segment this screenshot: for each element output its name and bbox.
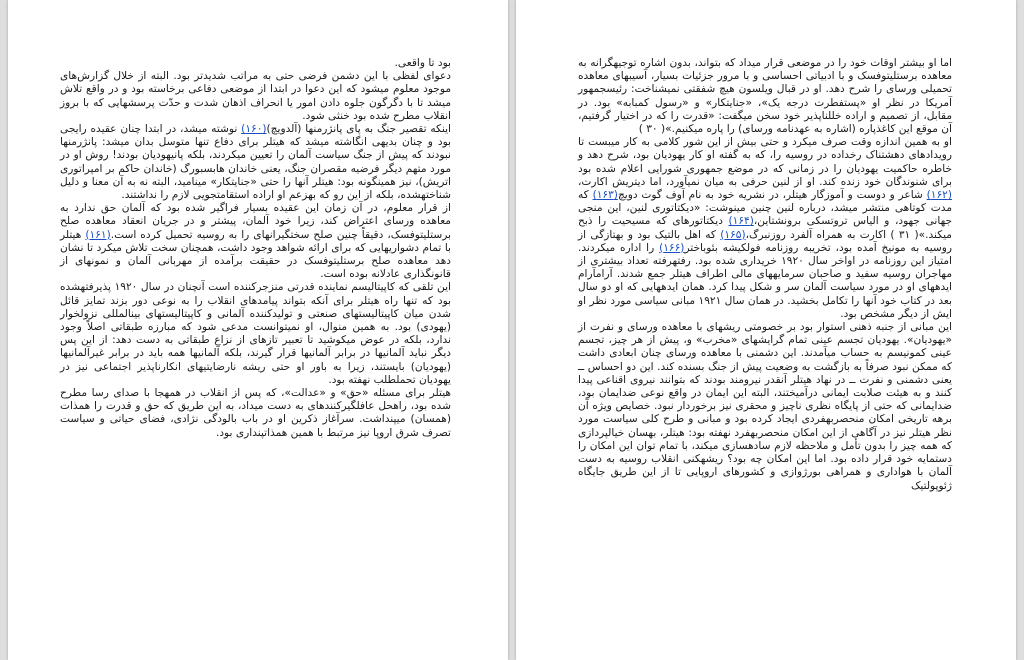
paragraph-text: دعوای لفظی با این دشمن فرضی حتی به مراتب شدیدتر بود. البته از خلال گزارش‌های موجود معلوم میشود که این دعوا در ابتدا از موضعی دفاعی برخاسته بود و در واقع تلاش میشد تا با دگرگون جلوه دادن امور یا انحراف اذهان شدت و حدّت پرسشهایی که با بروز انقلاب مطرح شده بود خنثی شود. xyxy=(60,70,451,122)
paragraph-text: اینکه تقصیر جنگ به پای پانژرمنها (آلدویچ) xyxy=(266,123,451,136)
paragraph-text: بود تا واقعی. xyxy=(394,57,451,69)
left-page xyxy=(8,0,508,660)
paragraph xyxy=(578,321,952,493)
paragraph-text: این مبانی از جنبه ذهنی استوار بود بر خصومتی ریشهای با معاهده ورسای و نفرت از «یهودیان». یهودیان تجسم عینی تمام گرایشهای «مخرب» و، پیش از هر چیز، تجسم عینی کمونیسم به حساب میآمدند. این دشمنی با معاهده ورسای چنان ابعادی داشت که ممکن نبود صرفاً به بازگشت به وضعیت پیش از جنگ بسنده کند. این دو احساس ــ یعنی دشمنی و نفرت ــ در نهاد هیتلر آنقدر نیرومند بودند که بتوانند نیروی اقناعی پیدا کنند و به هیئت صلابت ایمانی درآمیختند، البته این ایمان در واقع نوعی ضدایمان بود، ضدایمانی که حتی از پایگاه نظری ناچیز و محقری نیز برخوردار نبود. خصایص ویژه آن برهه تاریخی امکان منحصربهفردی ایجاد کرده بود و مبانی و طرح کلی سیاست مورد نظر هیتلر نیز در آگاهی از این امکان منحصربهفرد نهفته بود: هیتلر، بهسان خیالپردازی که همه چیز را بدون تأمل و ملاحظه لازم سادهسازی میکند، با تمام توان این امکان را دستمایه خود قرار داده بود. اما این امکان چه بود؟ ریشهکنی انقلاب روسیه به دست آلمان با هواداری و همراهی بورژوازی و کشورهای اروپایی تا از این طریق جایگاه ژئوپولتیک xyxy=(578,321,952,492)
paragraph-text: این تلقی که کاپیتالیسم نماینده قدرتی منزجرکننده است آنچنان در سال ۱۹۲۰ پذیرفتهشده بود که تنها راه هیتلر برای آنکه بتواند پیامدهای انقلاب را به نوعی دور بزند تمایز قائل شدن میان کاپیتالیستهای صنعتی و تولیدکننده آلمانی و کاپیتالیستهای بینالمللی نزولخوار (یهودی) بود. به همین منوال، او نمیتوانست مدعی شود که مبارزه طبقاتی اصلاً وجود ندارد، بلکه در عوض میکوشید تا تعبیر تازهای از نزاع طبقاتی به دست دهد: از این پس دیگر نباید آلمانیها در برابر آلمانیها قرار گیرند، بلکه آلمانیها همه باید در برابر غیرآلمانیها (یهودیان) بایستند، زیرا به باور او حتی ریشه نارضایتیهای انکارناپذیر اجتماعی نیز در یهودیان تحملطلب نهفته بود. xyxy=(60,281,451,386)
paragraph-text: را اداره میکردند. امتیاز این روزنامه در اواخر سال ۱۹۲۰ خریداری شده بود. رفتهرفته تعداد بیشتری از مهاجران روسیه سفید و صاحبان سرمایههای مالی اطراف هیتلر جمع شدند. آرامآرام ایدههای او در مورد سیاست آلمان سر و شکل پیدا کرد. همان ایدههایی که او دو سال بعد در کتاب خود آنها را تکامل بخشید. در همان سال ۱۹۲۱ مبانی سیاسی مورد نظر او ایش از دیگر مشخص بود. xyxy=(578,241,952,320)
paragraph-text: که اهل بالتیک بود و بهتازگی از روسیه به مونیخ آمده بود، تخریبه روزنامه فولکیشه بئوباختر xyxy=(578,228,953,254)
paragraph-text: شاعر و دوست و آموزگار هیتلر، در نشریه خود به نام آوف گوت دویچ xyxy=(617,189,927,202)
right-page xyxy=(516,0,1016,660)
left-page-text xyxy=(60,57,451,440)
paragraph-text: دیکتاتورهای که مسیحیت را ذبح میکند.»( ۳۱ ) اکارت به همراه آلفرد روزنبرگ، xyxy=(578,215,952,241)
footnote-link[interactable]: (۱۶۳) xyxy=(592,189,618,202)
paragraph xyxy=(60,123,451,202)
footnote-link[interactable]: (۱۶۰) xyxy=(241,123,267,136)
paragraph xyxy=(60,202,451,281)
paragraph xyxy=(578,57,952,136)
footnote-link[interactable]: (۱۶۴) xyxy=(728,215,754,228)
footnote-link[interactable]: (۱۶۵) xyxy=(720,228,746,241)
paragraph xyxy=(578,136,952,321)
paragraph xyxy=(60,70,451,123)
footnote-link[interactable]: (۱۶۲) xyxy=(926,189,953,202)
paragraph-text: از قرار معلوم، در آن زمان این عقیده بسیار فراگیر شده بود که آلمان حق ندارد به معاهده ورسای اعتراض کند، زیرا خود آلمان، پیشتر و در جریان انعقاد معاهده صلح برستلیتوفسک، دقیقاً چنین صلح سختگیرانهای را به روسیه تحمیل کرده است. xyxy=(60,202,451,241)
footnote-link[interactable]: (۱۶۶) xyxy=(659,241,685,254)
paragraph-text: اما او بیشتر اوقات خود را در موضعی قرار میداد که بتواند، بدون اشاره توجیهگرانه به معاهده برستلیتوفسک و با ادبیاتی احساسی و با مرور جزئیات بسیار، آسیبهای معاهده تحمیلی ورسای را شرح دهد. او در قبال ویلسون هیچ شفقتی نمیشناخت: رئیسجمهور آمریکا در نظر او «پستفطرت درجه یک»، «جنایتکار» و «رسول کمبابه» بود. در مقابل، از تصمیم و اراده خللناپذیر خود سخن میگفت: «قدرت را که در اختیار گرفتیم، آن موقع این کاغذپاره (اشاره به عهدنامه ورسای) را پاره میکنیم.»( ۳۰ ) xyxy=(578,57,952,136)
paragraph-text: نوشته میشد، در ابتدا چنان عقیده رایجی بود و چنان بدیهی انگاشته میشد که هیتلر برای دفاع تنها متوسل بدان میشد: پانژرمنها نبودند که پیش از جنگ سیاست آلمان را تعیین میکردند، بلکه پانیهودیان بودند! روش او در مورد متهم دیگر فرضیه مقصران جنگ، یعنی خاندان هابسبورگ (خاندان حاکم بر امپراتوری اتریش)، نیز همینگونه بود: هیتلر آنها را حتی «جنایتکار» مینامید، البته نه به آن معنا و دلیل شناختهشده، بلکه از این رو که بهزعم او اراده استقامتجویی لازم را نداشتند. xyxy=(60,123,451,202)
paragraph-text: هیتلر برای مسئله «حق» و «عدالت»، که پس از انقلاب در همهجا با صدای رسا مطرح شده بود، راهحل عافلگیرکنندهای به دست میداد، به این طریق که حق و قدرت را همذات (همسان) میپنداشت. سرآغاز ذکرین او در باب بالودگی نژادی، فضای حیاتی و سیاست تصرف شرق اروپا نیز مرتبط با همین همذاتپنداری بود. xyxy=(60,387,451,439)
footnote-link[interactable]: (۱۶۱) xyxy=(85,228,111,241)
right-page-text xyxy=(578,57,952,493)
paragraph-text: که مدت کوتاهی منتشر میشد، درباره لنین چنین مینوشت: «دیکتاتوری لنین، این منجی جهانی جهود، و الیاس تروتسکی برونشتاین، xyxy=(578,189,952,228)
paragraph-text: او به همین اندازه وقت صرف میکرد و حتی بیش از این شور کلامی به کار میبست تا رویدادهای دهشتناک رخداده در روسیه را، که به گفته او کار یهودیان بود، شرح دهد و خاطره حاکمیت یهودیان را در زمانی که در موضع جمهوری شورایی اعلام شده بود برای شنوندگان خود زنده کند. او از لنین حرفی به میان نمیآورد، اما دیتریش اکارت، xyxy=(578,136,952,188)
paragraph xyxy=(60,57,451,70)
paragraph-text: هیتلر با تمام دشواریهایی که برای ارائه شواهد وجود داشت، همچنان سخت تلاش میکرد تا نشان دهد معاهده صلح برستلیتوفسک در حقیقت برآمده از مهربانی آلمان و نمونهای از قانونگذاری عادلانه بوده است. xyxy=(60,228,451,281)
paragraph xyxy=(60,281,451,387)
paragraph xyxy=(60,387,451,440)
